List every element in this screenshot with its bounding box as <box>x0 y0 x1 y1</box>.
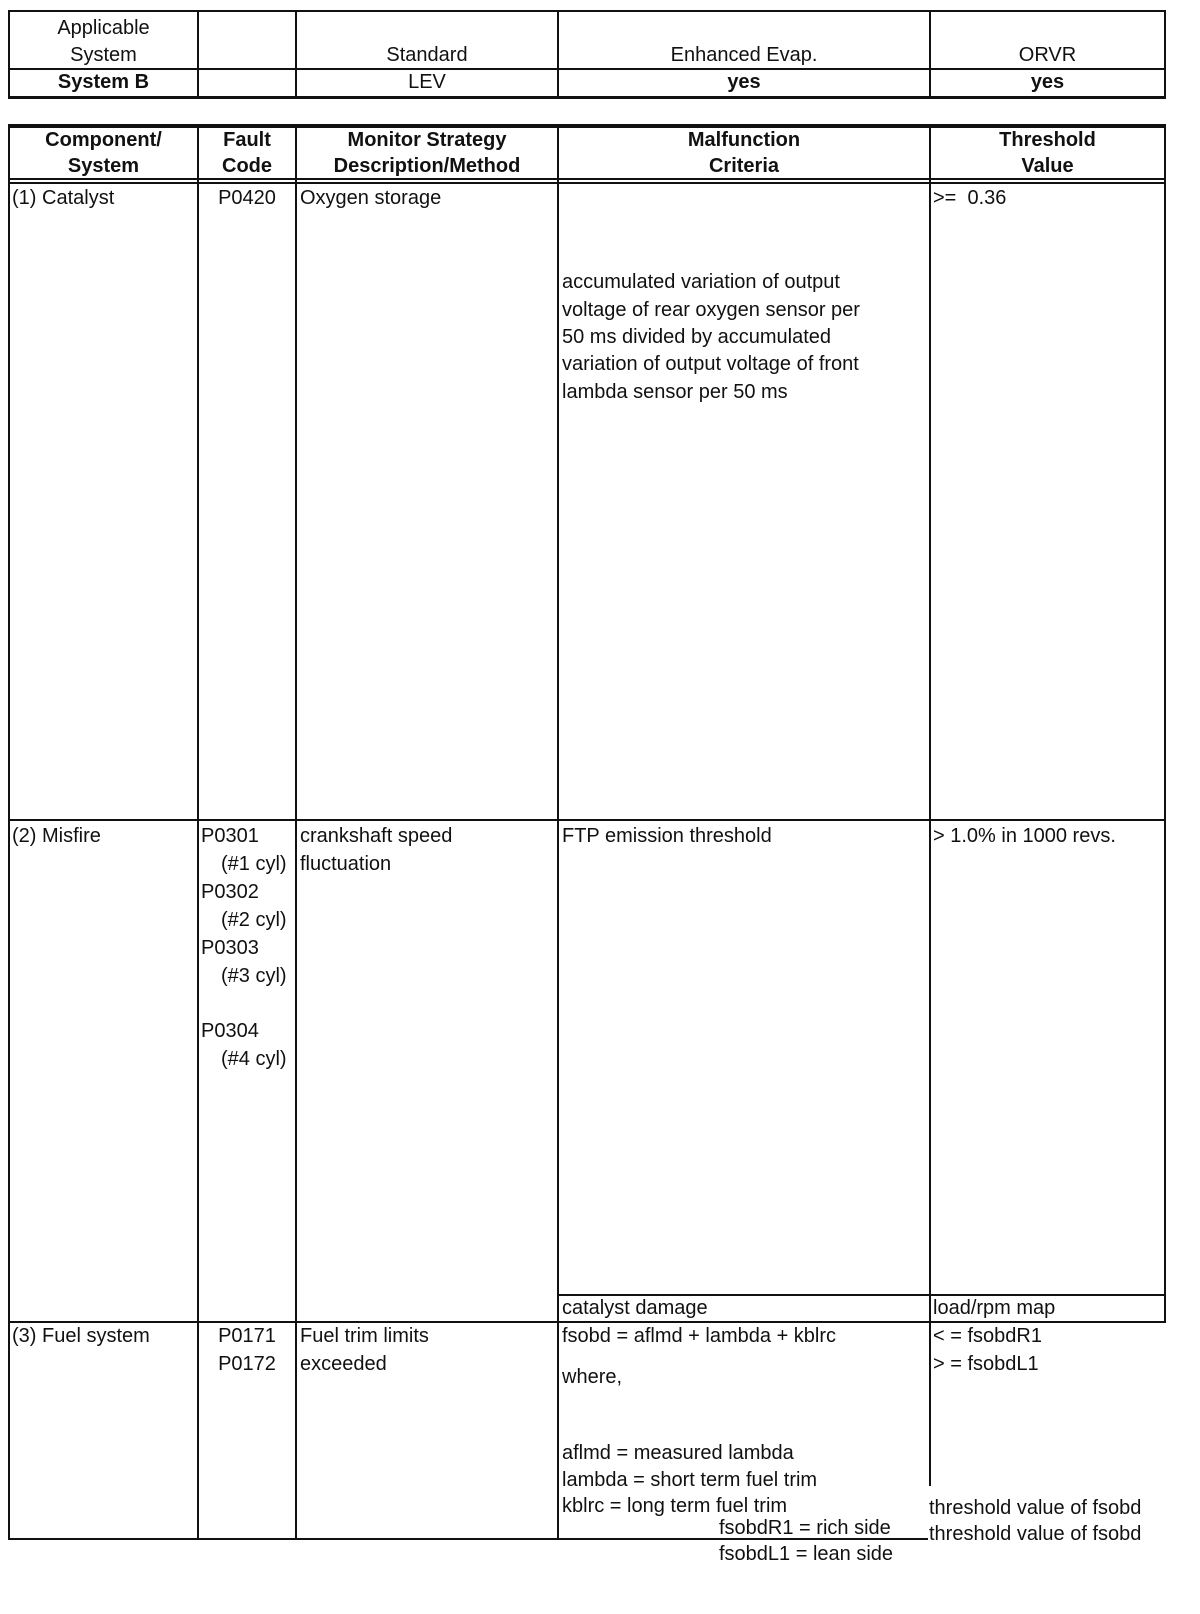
orvr-label: ORVR <box>1018 44 1077 66</box>
catalyst-monitor: Oxygen storage <box>300 187 442 209</box>
column-header-malfunction: Malfunction <box>687 129 801 151</box>
column-header-malfunction-l2: Criteria <box>708 155 780 177</box>
misfire-code: P0302 <box>201 881 259 903</box>
catalyst-component: (1) Catalyst <box>12 187 115 209</box>
misfire-threshold-map: load/rpm map <box>933 1297 1056 1319</box>
grid-line <box>8 124 10 1540</box>
fuel-threshold: > = fsobdL1 <box>933 1353 1039 1375</box>
misfire-component: (2) Misfire <box>12 825 101 847</box>
misfire-criteria: FTP emission threshold <box>562 825 772 847</box>
catalyst-criteria-line: variation of output voltage of front <box>562 353 859 375</box>
catalyst-criteria-line: lambda sensor per 50 ms <box>562 381 788 403</box>
catalyst-threshold: >= 0.36 <box>933 187 1007 209</box>
fuel-monitor-l2: exceeded <box>300 1353 387 1375</box>
column-header-component: Component/ <box>45 129 162 151</box>
standard-label: Standard <box>386 44 468 66</box>
fuel-monitor: Fuel trim limits <box>300 1325 429 1347</box>
misfire-code: P0301 <box>201 825 259 847</box>
fuel-definition: fsobdR1 = rich side <box>719 1517 891 1539</box>
fuel-fault-code: P0171 <box>218 1325 276 1347</box>
catalyst-criteria-line: accumulated variation of output <box>562 271 840 293</box>
misfire-cylinder: (#1 cyl) <box>221 853 287 875</box>
grid-line <box>295 124 297 1540</box>
applicable-system-label-l2: System <box>70 44 137 66</box>
misfire-monitor-l2: fluctuation <box>300 853 392 875</box>
misfire-cylinder: (#2 cyl) <box>221 909 287 931</box>
column-header-monitor: Monitor Strategy <box>347 129 507 151</box>
enhanced-evap-label: Enhanced Evap. <box>670 44 818 66</box>
fuel-definition: kblrc = long term fuel trim <box>562 1495 788 1517</box>
applicable-system-label-l1: Applicable <box>57 17 150 39</box>
misfire-cylinder: (#4 cyl) <box>221 1048 287 1070</box>
fuel-threshold-note: threshold value of fsobd <box>929 1497 1142 1519</box>
fuel-threshold: < = fsobdR1 <box>933 1325 1042 1347</box>
grid-line <box>8 10 1166 12</box>
fuel-definition: aflmd = measured lambda <box>562 1442 794 1464</box>
grid-line <box>8 819 1166 821</box>
grid-line <box>197 10 199 98</box>
fuel-where: where, <box>562 1366 623 1388</box>
fuel-threshold-note: threshold value of fsobd <box>929 1523 1142 1540</box>
column-header-monitor-l2: Description/Method <box>333 155 521 177</box>
column-header-threshold-l2: Value <box>1021 155 1074 177</box>
grid-line <box>929 124 931 1486</box>
fuel-fault-code: P0172 <box>218 1353 276 1375</box>
misfire-monitor: crankshaft speed <box>300 825 453 847</box>
misfire-threshold: > 1.0% in 1000 revs. <box>933 825 1116 847</box>
fuel-component: (3) Fuel system <box>12 1325 150 1347</box>
grid-line <box>557 124 559 1540</box>
fuel-definition: fsobdL1 = lean side <box>719 1543 894 1565</box>
standard-value: LEV <box>408 71 446 93</box>
column-header-component-l2: System <box>67 155 140 177</box>
grid-line <box>1164 10 1166 98</box>
grid-line <box>1164 124 1166 1322</box>
misfire-cylinder: (#3 cyl) <box>221 965 287 987</box>
catalyst-fault-code: P0420 <box>218 187 276 209</box>
orvr-value: yes <box>1030 71 1065 93</box>
fuel-definition: lambda = short term fuel trim <box>562 1469 818 1491</box>
column-header-threshold: Threshold <box>999 129 1096 151</box>
misfire-criteria-catalyst-damage: catalyst damage <box>562 1297 708 1319</box>
system-name: System B <box>57 71 150 93</box>
column-header-fault: Fault <box>223 129 271 151</box>
grid-line <box>8 96 1166 99</box>
catalyst-criteria-line: voltage of rear oxygen sensor per <box>562 299 860 321</box>
misfire-code: P0303 <box>201 937 259 959</box>
fuel-formula: fsobd = aflmd + lambda + kblrc <box>562 1325 837 1347</box>
column-header-fault-l2: Code <box>222 155 272 177</box>
catalyst-criteria-line: 50 ms divided by accumulated <box>562 326 832 348</box>
enhanced-evap-value: yes <box>727 71 761 93</box>
misfire-code: P0304 <box>201 1020 259 1042</box>
